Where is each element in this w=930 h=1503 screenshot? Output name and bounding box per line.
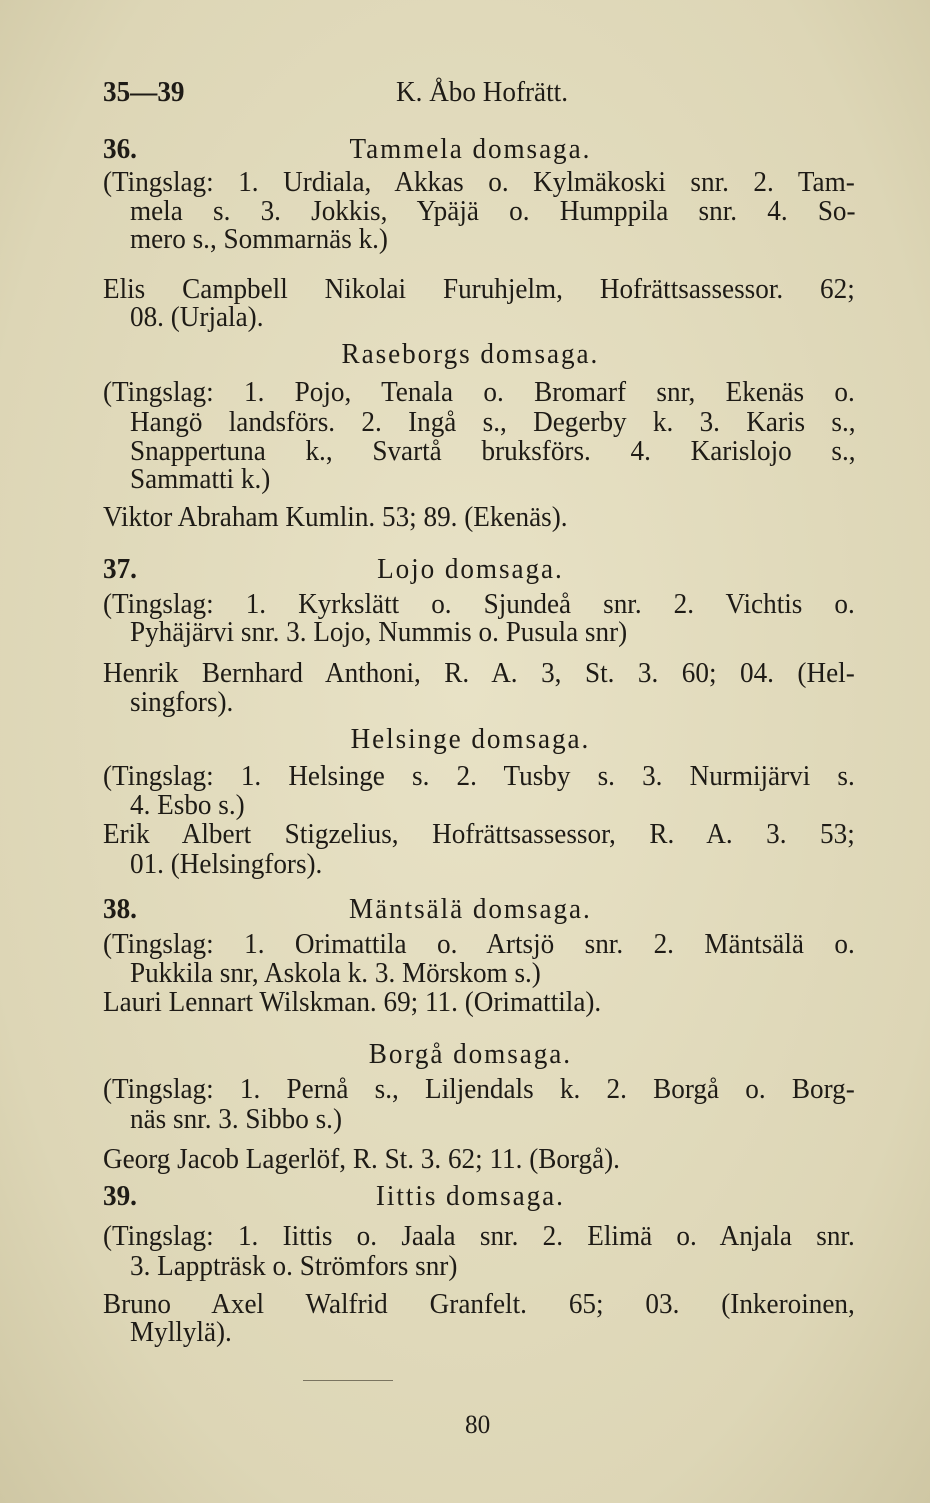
judge-line: Erik Albert Stigzelius, Hofrättsassessor, R. A. 3. 53; <box>103 819 855 850</box>
court-heading: Tammela domsaga. <box>349 134 592 165</box>
tingslag-line: Snappertuna k., Svartå bruksförs. 4. Karislojo s., <box>130 436 856 467</box>
judge-line: Henrik Bernhard Anthoni, R. A. 3, St. 3. 60; 04. (Hel- <box>103 658 855 689</box>
judge-line: Elis Campbell Nikolai Furuhjelm, Hofrättsassessor. 62; <box>103 274 855 305</box>
tingslag-line: (Tingslag: 1. Orimattila o. Artsjö snr. 2. Mäntsälä o. <box>103 929 855 960</box>
court-heading: Borgå domsaga. <box>368 1039 572 1070</box>
tingslag-line: (Tingslag: 1. Pojo, Tenala o. Bromarf snr, Ekenäs o. <box>103 377 855 408</box>
tingslag-line: (Tingslag: 1. Urdiala, Akkas o. Kylmäkoski snr. 2. Tam- <box>103 167 855 198</box>
running-title: K. Åbo Hofrätt. <box>396 77 568 108</box>
tingslag-line: (Tingslag: 1. Pernå s., Liljendals k. 2. Borgå o. Borg- <box>103 1074 855 1105</box>
section-number: 37. <box>103 554 137 585</box>
tingslag-line: 3. Lappträsk o. Strömfors snr) <box>130 1251 458 1282</box>
court-heading: Lojo domsaga. <box>377 554 564 585</box>
tingslag-line: Pukkila snr, Askola k. 3. Mörskom s.) <box>130 958 541 989</box>
court-heading: Raseborgs domsaga. <box>341 339 600 370</box>
judge-line: 08. (Urjala). <box>130 302 264 333</box>
tingslag-line: (Tingslag: 1. Iittis o. Jaala snr. 2. Elimä o. Anjala snr. <box>103 1221 855 1252</box>
judge-line: Lauri Lennart Wilskman. 69; 11. (Orimattila). <box>103 987 602 1018</box>
court-heading: Helsinge domsaga. <box>350 724 591 755</box>
page-range: 35—39 <box>103 77 185 108</box>
tingslag-line: Hangö landsförs. 2. Ingå s., Degerby k. 3. Karis s., <box>130 407 856 438</box>
section-number: 39. <box>103 1181 137 1212</box>
end-rule <box>303 1380 393 1381</box>
section-number: 36. <box>103 134 137 165</box>
tingslag-line: (Tingslag: 1. Kyrkslätt o. Sjundeå snr. 2. Vichtis o. <box>103 589 855 620</box>
judge-line: Myllylä). <box>130 1317 232 1348</box>
tingslag-line: mero s., Sommarnäs k.) <box>130 224 388 255</box>
tingslag-line: 4. Esbo s.) <box>130 790 245 821</box>
court-heading: Iittis domsaga. <box>375 1181 565 1212</box>
court-heading: Mäntsälä domsaga. <box>349 894 592 925</box>
tingslag-line: näs snr. 3. Sibbo s.) <box>130 1104 343 1135</box>
section-number: 38. <box>103 894 137 925</box>
tingslag-line: mela s. 3. Jokkis, Ypäjä o. Humppila snr. 4. So- <box>130 196 856 227</box>
judge-line: Georg Jacob Lagerlöf, R. St. 3. 62; 11. (Borgå). <box>103 1144 620 1175</box>
judge-line: singfors). <box>130 687 234 718</box>
page-number: 80 <box>465 1410 491 1439</box>
judge-line: Bruno Axel Walfrid Granfelt. 65; 03. (Inkeroinen, <box>103 1289 855 1320</box>
tingslag-line: Pyhäjärvi snr. 3. Lojo, Nummis o. Pusula snr) <box>130 617 628 648</box>
judge-line: Viktor Abraham Kumlin. 53; 89. (Ekenäs). <box>103 502 568 533</box>
tingslag-line: (Tingslag: 1. Helsinge s. 2. Tusby s. 3. Nurmijärvi s. <box>103 761 855 792</box>
judge-line: 01. (Helsingfors). <box>130 849 323 880</box>
tingslag-line: Sammatti k.) <box>130 464 271 495</box>
